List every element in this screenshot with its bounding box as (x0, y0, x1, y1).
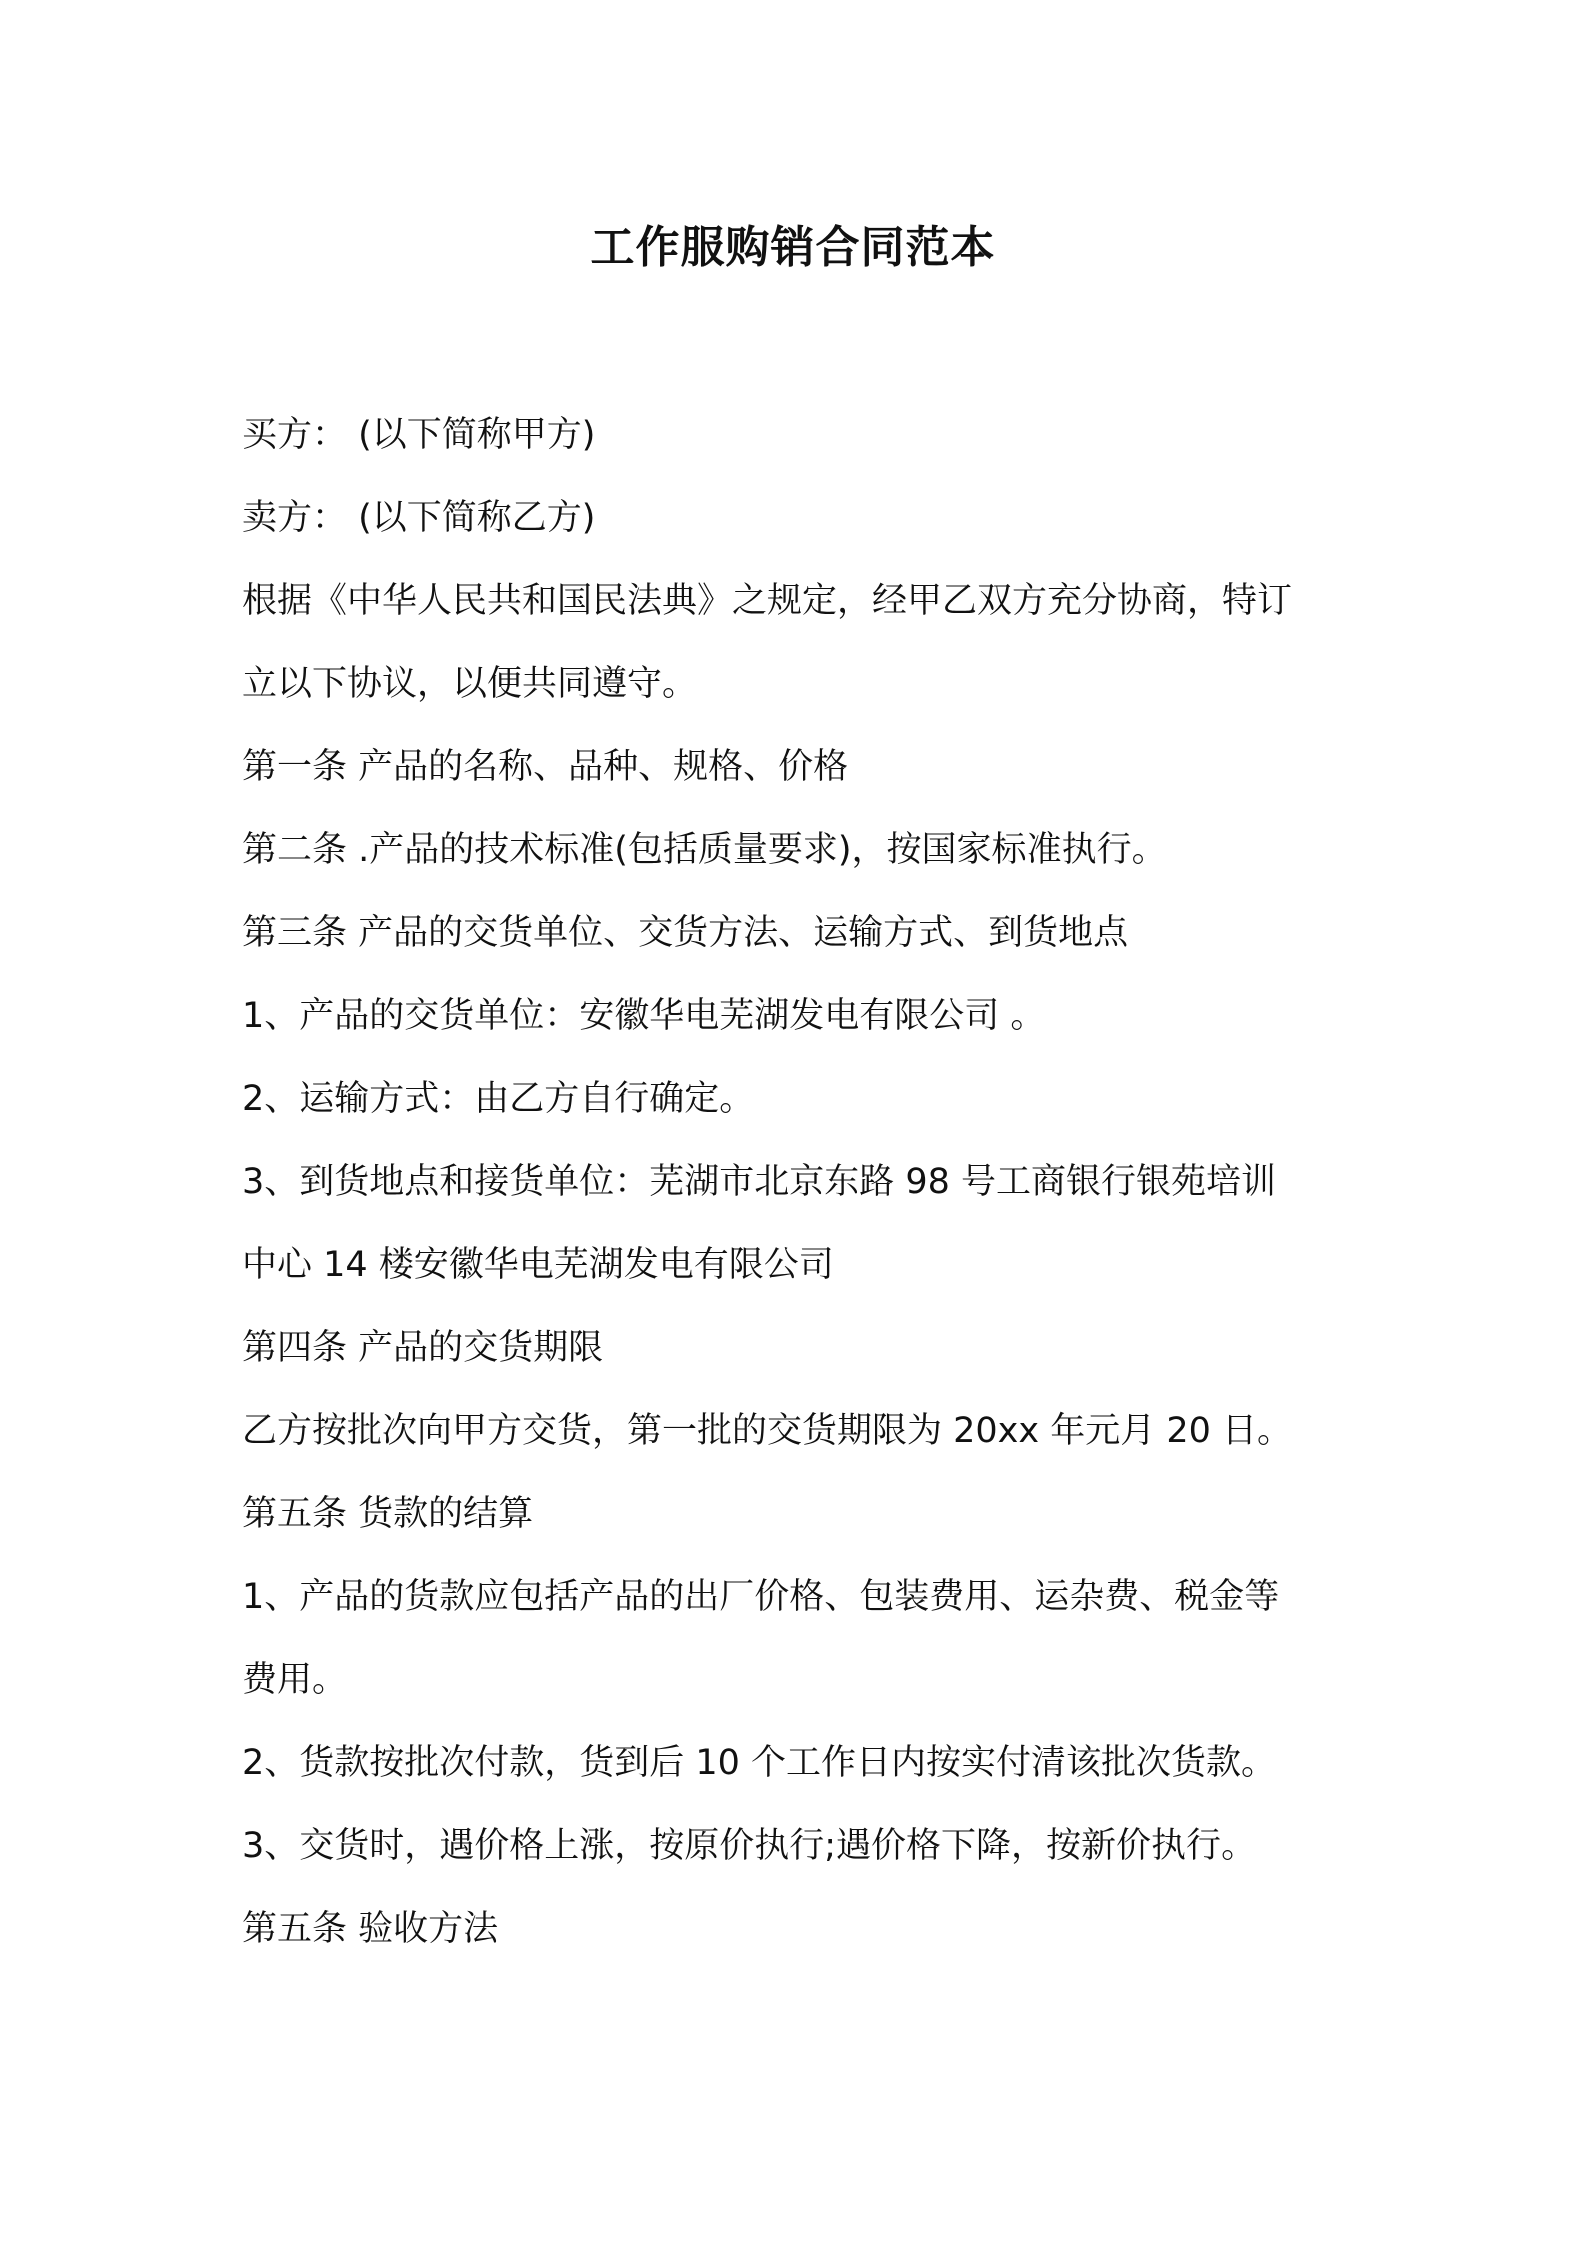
article-3-item-3-line-1: 3、到货地点和接货单位：芜湖市北京东路 98 号工商银行银苑培训 (242, 1162, 1277, 1202)
document-body (242, 410, 1372, 1987)
article-3-item-2: 2、运输方式：由乙方自行确定。 (242, 1079, 755, 1119)
article-3-item-1: 1、产品的交货单位：安徽华电芜湖发电有限公司 。 (242, 996, 1046, 1036)
article-4-text: 乙方按批次向甲方交货，第一批的交货期限为 20xx 年元月 20 日。 (242, 1411, 1293, 1451)
article-2-heading: 第二条 .产品的技术标准(包括质量要求)，按国家标准执行。 (242, 830, 1167, 870)
preamble-line-1: 根据《中华人民共和国民法典》之规定，经甲乙双方充分协商，特订 (242, 581, 1293, 621)
article-4-heading: 第四条 产品的交货期限 (242, 1328, 604, 1368)
article-5-heading: 第五条 货款的结算 (242, 1494, 534, 1534)
article-1-heading: 第一条 产品的名称、品种、规格、价格 (242, 747, 849, 787)
article-5-item-3: 3、交货时，遇价格上涨，按原价执行;遇价格下降，按新价执行。 (242, 1826, 1257, 1866)
buyer-line: 买方： (以下简称甲方) (242, 415, 596, 455)
article-5-item-1-line-2: 费用。 (242, 1660, 348, 1700)
article-3-item-3-line-2: 中心 14 楼安徽华电芜湖发电有限公司 (242, 1245, 834, 1285)
seller-line: 卖方： (以下简称乙方) (242, 498, 596, 538)
article-5-item-2: 2、货款按批次付款，货到后 10 个工作日内按实付清该批次货款。 (242, 1743, 1277, 1783)
article-5b-heading: 第五条 验收方法 (242, 1909, 499, 1949)
article-3-heading: 第三条 产品的交货单位、交货方法、运输方式、到货地点 (242, 913, 1129, 953)
document-title: 工作服购销合同范本 (590, 222, 996, 273)
preamble-line-2: 立以下协议，以便共同遵守。 (242, 664, 698, 704)
article-5-item-1-line-1: 1、产品的货款应包括产品的出厂价格、包装费用、运杂费、税金等 (242, 1577, 1280, 1617)
